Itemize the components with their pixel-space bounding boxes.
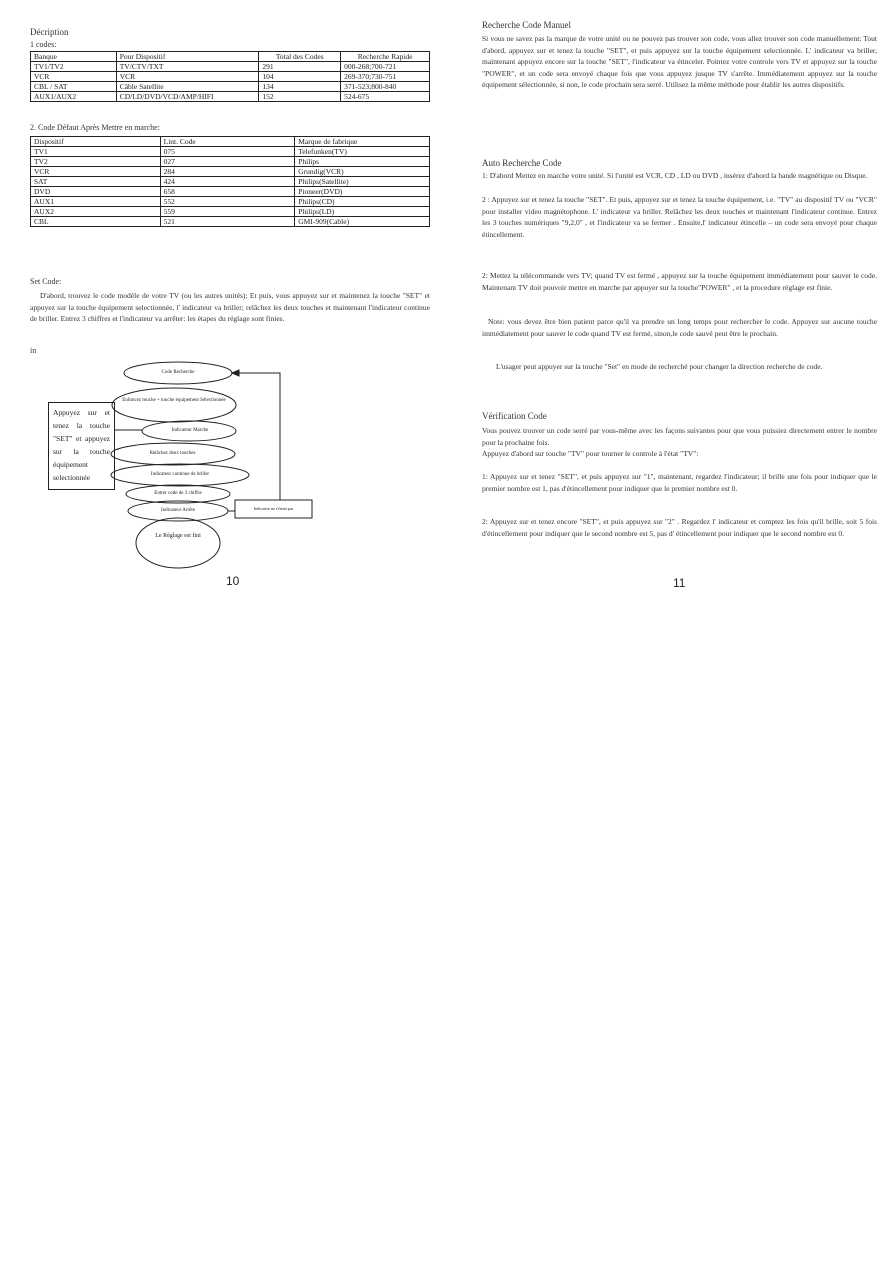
default-table-cell: Philips(Satellite)	[295, 177, 430, 187]
auto-search-step2: 2 : Appuyez sur et tenez la touche "SET". Et puis, appuyez sur et tenez la touche équipement, i.e. "TV" au dispositif TV ou "VCR" pour installer video magnétophone. L' indicateur va briller. Relâchez les deux touches et maintenant l'indicateur continue. Entrez les 3 touches numériques "9,2,0" , et l'indicateur va se fermer . Ensuite,l' indicateur étincelle – un code sera envoyé pour chaque étincellement.	[482, 195, 877, 239]
default-table-cell: Philips(CD)	[295, 197, 430, 207]
codes-table-cell: 524-675	[341, 92, 430, 102]
default-table-cell: 284	[160, 167, 295, 177]
in-label: in	[30, 346, 37, 355]
default-table-cell: SAT	[31, 177, 161, 187]
default-table-cell: Philips(LD)	[295, 207, 430, 217]
default-code-label: 2. Code Défaut Après Mettre en marche:	[30, 123, 160, 132]
codes-table-cell: 269-370;730-751	[341, 72, 430, 82]
default-table-cell: 521	[160, 217, 295, 227]
flow-step-fini	[136, 518, 220, 568]
default-table-cell: 424	[160, 177, 295, 187]
codes-header-cell: Total des Codes	[259, 52, 341, 62]
verification-tv: Appuyez d'abord sur touche "TV" pour tourner le controle à l'état "TV":	[482, 449, 699, 458]
default-header-cell: Lint. Code	[160, 137, 295, 147]
diagram-instruction-box: Appuyez sur et tenez la touche "SET" et appuyez sur la touche équipement selectionnée	[48, 402, 115, 490]
auto-search-direction: L'usager peut appuyer sur la touche "Set" en mode de recherché pour changer la direction recherche de code.	[496, 362, 823, 371]
verification-title: Vérification Code	[482, 411, 547, 421]
flow-label-indicateur-marche: Indicateur Marche	[171, 428, 209, 433]
default-table-cell: 027	[160, 157, 295, 167]
codes-table-cell: TV1/TV2	[31, 62, 117, 72]
codes-table-cell: AUX1/AUX2	[31, 92, 117, 102]
flow-label-relachez: Relâchez deux touches	[149, 451, 196, 456]
default-header-cell: Dispositif	[31, 137, 161, 147]
default-table-cell: GMI-909(Cable)	[295, 217, 430, 227]
codes-table-cell: Câble Satellite	[116, 82, 259, 92]
description-heading: Décription	[30, 27, 69, 37]
default-table-cell: VCR	[31, 167, 161, 177]
default-table-cell: CBL	[31, 217, 161, 227]
codes-table-cell: 134	[259, 82, 341, 92]
flow-label-indicateur-arrete: Indicateur Arrête	[160, 508, 195, 513]
flow-label-entrer-code: Entrer code de 3 chiffre	[154, 491, 202, 496]
default-header-cell: Marque de fabrique	[295, 137, 430, 147]
default-table-cell: 559	[160, 207, 295, 217]
codes-header-cell: Pour Dispositif	[116, 52, 259, 62]
default-table-cell: TV2	[31, 157, 161, 167]
default-table-cell: Philips	[295, 157, 430, 167]
verification-intro: Vous pouvez trouver un code serré par vous-même avec les façons suivantes pour que vous puissiez directement entrer le nombre pour la prochaine fois.	[482, 426, 877, 447]
codes-table-cell: 152	[259, 92, 341, 102]
flow-label-code-recherche: Code Recherche	[161, 370, 195, 375]
default-table-cell: DVD	[31, 187, 161, 197]
codes-header-cell: Recherche Rapide	[341, 52, 430, 62]
flow-label-fini: Le Réglage est fini	[155, 533, 201, 539]
codes-label: 1 codes:	[30, 40, 57, 49]
page-number-right: 11	[673, 576, 686, 590]
codes-table-cell: VCR	[31, 72, 117, 82]
codes-table-cell: 000-268;700-721	[341, 62, 430, 72]
manual-search-title: Recherche Code Manuel	[482, 20, 571, 30]
auto-search-step3: 2: Mettez la télécommande vers TV; quand TV est fermé , appuyez sur la touche équipement immédiatement pour sauver le code. Maintenant TV doit pouvoir mettre en marche par appuyer sur la touche"POWER" , et la procedure réglage est finie.	[482, 271, 877, 292]
codes-table-cell: 371-523;800-840	[341, 82, 430, 92]
auto-search-title: Auto Recherche Code	[482, 158, 562, 168]
set-code-title: Set Code:	[30, 277, 62, 286]
codes-table-cell: 104	[259, 72, 341, 82]
default-table-cell: 658	[160, 187, 295, 197]
codes-table-cell: 291	[259, 62, 341, 72]
default-table-cell: AUX2	[31, 207, 161, 217]
verification-step2: 2: Appuyez sur et tenez encore "SET", et puis appuyez sur "2" . Regardez l' indicateur et comptez les fois qu'il brille, soit 5 fois d'étincellement pour indiquer que le second nombre est 5, pas d' étincellement pour indiquer que le second nombre est 0.	[482, 517, 877, 538]
codes-table-cell: CD/LD/DVD/VCD/AMP/HIFI	[116, 92, 259, 102]
flow-label-continue: Indicateur continue de briller	[150, 472, 210, 477]
auto-search-step1: 1: D'abord Mettez en marche votre unité. Si l'unité est VCR, CD , LD ou DVD , insérez d'abord la bande magnétique ou Disque.	[482, 171, 868, 180]
default-table-cell: Pioneer(DVD)	[295, 187, 430, 197]
default-table-cell: AUX1	[31, 197, 161, 207]
page-number-left: 10	[226, 574, 240, 588]
default-table-cell: TV1	[31, 147, 161, 157]
auto-search-note: Note: vous devez être bien patient parce qu'il va prendre un long temps pour rechercher le code. Appuyez sur aucune touche immédiatement pour sauver le code quand TV est fermé, sinon,le code sauvé peut être le prochain.	[482, 317, 877, 338]
codes-header-cell: Banque	[31, 52, 117, 62]
default-table-cell: Telefunken(TV)	[295, 147, 430, 157]
set-code-text: D'abord, trouvez le code modèle de votre TV (ou les autres unités); Et puis, vous appuyez sur et maintenez la touche "SET" et appuyez sur la touche équipement selectionnée, l' indicateur va briller; relâchez les deux touches et maintenant l'indicateur continue de briller. Entrez 3 chiffres et l'indicateur va arrêter: les étapes du réglage sont finies.	[30, 291, 430, 323]
flow-side-note: Indicateur ne s'éteint pas	[253, 506, 294, 511]
default-table-cell: 552	[160, 197, 295, 207]
codes-table-cell: CBL / SAT	[31, 82, 117, 92]
manual-search-text: Si vous ne savez pas la marque de votre unité ou ne pouvez pas trouver son code, vous allez trouver son code manuellement: Tout d'abord, appuyez sur et tenez la touche "SET", et puis appuyez sur la touche équipement selectionnée. L' indicateur va briller, maintenant appuyez encore sur la touche "SET", l'indicateur va étinceler. Pointez votre controle vers TV et appuyez sur la touche "POWER", et un code sera envoyé chaque fois que vous appuyez jusque TV s'arrête. Immédiatement appuyez sur la touche équipement sélectionnée, si non, le code prochain sera serré. Utilisez la même méthode pour établir les autres dispositifs.	[482, 34, 877, 89]
verification-step1: 1: Appuyez sur et tenez "SET", et puis appuyez sur "1", maintenant, regardez l'indicateur; il brille une fois pour indiquer que le premier nombre est 1, pas d'étincellement pour indiquer que le premier nombre est 0.	[482, 472, 877, 493]
default-table-cell: 075	[160, 147, 295, 157]
codes-table-cell: TV/CTV/TXT	[116, 62, 259, 72]
default-table-cell: Grundig(VCR)	[295, 167, 430, 177]
flow-label-enfoncez: Enfoncez touche + touche équipement Sélectionnée	[122, 398, 226, 403]
flow-step-enfoncez	[112, 388, 236, 422]
codes-table-cell: VCR	[116, 72, 259, 82]
